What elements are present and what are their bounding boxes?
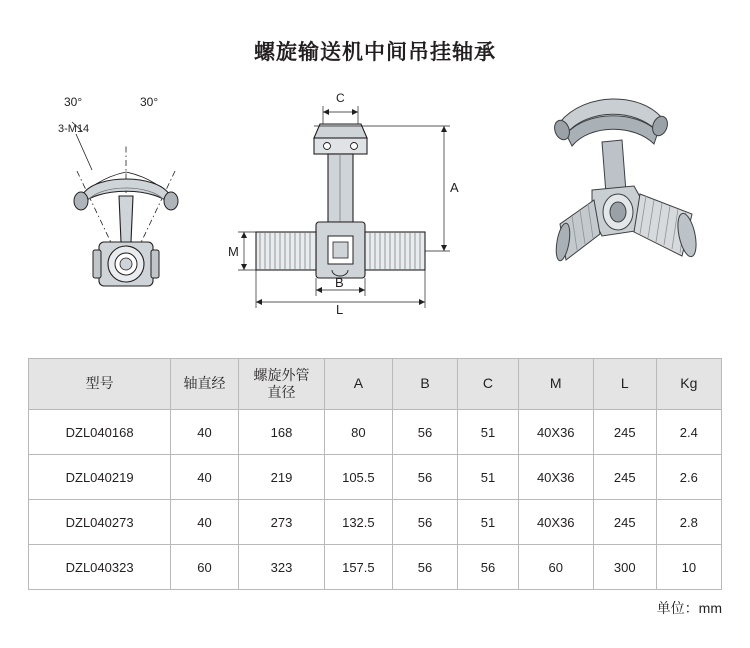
front-angle-label-right: 30° — [140, 95, 159, 109]
cell-l: 245 — [593, 500, 656, 545]
cell-a: 157.5 — [325, 545, 393, 590]
cell-screw-tube-diameter: 273 — [238, 500, 324, 545]
dimension-label-a: A — [450, 180, 459, 195]
cell-shaft-diameter: 40 — [171, 500, 239, 545]
table-row — [29, 500, 722, 545]
col-header-shaft-diameter: 轴直经 — [171, 359, 239, 410]
cell-kg: 2.4 — [656, 410, 721, 455]
dimension-label-l: L — [336, 302, 344, 314]
front-angle-label-left: 30° — [64, 95, 83, 109]
cell-a: 105.5 — [325, 455, 393, 500]
cell-b: 56 — [392, 545, 458, 590]
cell-model: DZL040273 — [29, 500, 171, 545]
cell-shaft-diameter: 40 — [171, 455, 239, 500]
cell-a: 80 — [325, 410, 393, 455]
cell-c: 51 — [458, 410, 518, 455]
cell-screw-tube-diameter: 168 — [238, 410, 324, 455]
table-row — [29, 545, 722, 590]
col-header-m: M — [518, 359, 593, 410]
col-header-model: 型号 — [29, 359, 171, 410]
dimension-label-c: C — [336, 91, 345, 105]
isometric-view-drawing — [530, 74, 730, 289]
cell-shaft-diameter: 40 — [171, 410, 239, 455]
cell-model: DZL040219 — [29, 455, 171, 500]
table-row — [29, 455, 722, 500]
spec-table-wrapper — [28, 358, 722, 590]
cell-m: 40X36 — [518, 500, 593, 545]
unit-note: 单位：mm — [656, 600, 722, 616]
cell-b: 56 — [392, 455, 458, 500]
cell-model: DZL040323 — [29, 545, 171, 590]
cell-c: 56 — [458, 545, 518, 590]
cell-shaft-diameter: 60 — [171, 545, 239, 590]
col-header-c: C — [458, 359, 518, 410]
cell-b: 56 — [392, 500, 458, 545]
cell-l: 300 — [593, 545, 656, 590]
cell-l: 245 — [593, 455, 656, 500]
table-header-row — [29, 359, 722, 410]
side-view-drawing — [228, 74, 498, 319]
col-header-screw-tube-diameter — [238, 359, 324, 410]
spec-table — [28, 358, 722, 590]
cell-screw-tube-diameter: 323 — [238, 545, 324, 590]
page-title: 螺旋输送机中间吊挂轴承 — [254, 41, 496, 64]
cell-m: 40X36 — [518, 455, 593, 500]
cell-c: 51 — [458, 500, 518, 545]
cell-screw-tube-diameter: 219 — [238, 455, 324, 500]
cell-c: 51 — [458, 455, 518, 500]
col-header-a: A — [325, 359, 393, 410]
cell-kg: 2.6 — [656, 455, 721, 500]
table-row — [29, 410, 722, 455]
dimension-label-b: B — [335, 275, 344, 290]
cell-model: DZL040168 — [29, 410, 171, 455]
col-header-b: B — [392, 359, 458, 410]
col-header-kg: Kg — [656, 359, 721, 410]
front-view-drawing — [36, 74, 216, 309]
figures-row — [0, 74, 750, 344]
cell-l: 245 — [593, 410, 656, 455]
cell-kg: 2.8 — [656, 500, 721, 545]
front-thread-label: 3-M14 — [58, 123, 90, 135]
cell-m: 60 — [518, 545, 593, 590]
cell-kg: 10 — [656, 545, 721, 590]
dimension-label-m: M — [228, 244, 239, 259]
cell-m: 40X36 — [518, 410, 593, 455]
cell-a: 132.5 — [325, 500, 393, 545]
spec-table-body — [29, 410, 722, 590]
col-header-screw-tube-line2: 直径 — [267, 384, 296, 400]
spec-table-head — [29, 359, 722, 410]
col-header-l: L — [593, 359, 656, 410]
cell-b: 56 — [392, 410, 458, 455]
col-header-screw-tube-line1: 螺旋外管 — [253, 366, 310, 383]
